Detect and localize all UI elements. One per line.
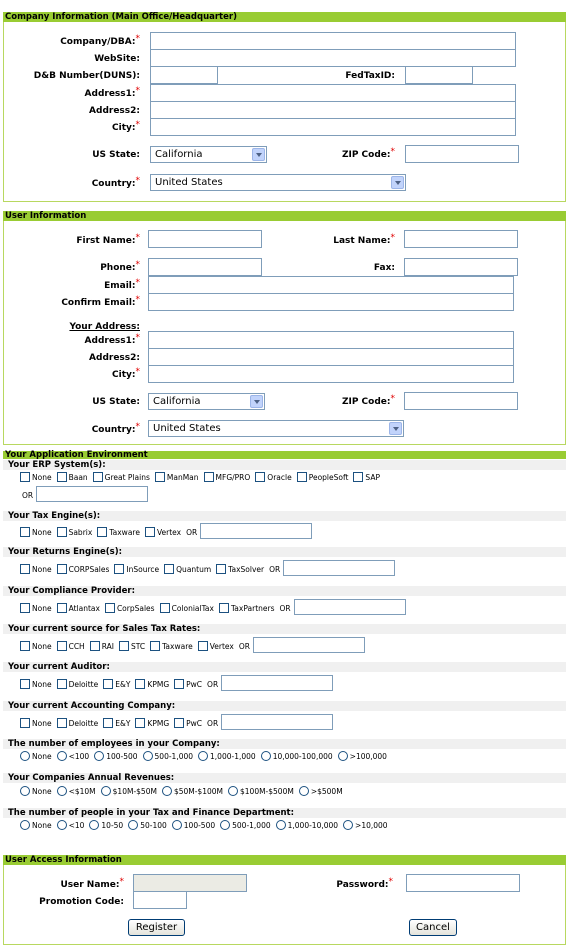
accounting-option-label: KPMG — [147, 719, 170, 728]
people-option-label: 100-500 — [183, 821, 216, 830]
erp-other-input[interactable] — [36, 486, 148, 502]
or-label: OR — [22, 491, 34, 500]
returns-option[interactable] — [20, 564, 52, 574]
compliance-option-label: CorpSales — [116, 604, 155, 613]
erp-title — [8, 460, 106, 470]
radio-button[interactable] — [143, 751, 153, 761]
user-address2-input[interactable] — [148, 348, 514, 366]
returns-other-input[interactable] — [283, 560, 395, 576]
radio-button[interactable] — [228, 786, 238, 796]
rates-option[interactable] — [150, 641, 193, 651]
employees-option-label: >100,000 — [349, 752, 387, 761]
revenues-option[interactable] — [20, 786, 52, 796]
promo-code-input[interactable] — [133, 891, 187, 909]
compliance-option[interactable] — [160, 603, 214, 613]
rates-option-label: Taxware — [162, 642, 193, 651]
employees-option-label: None — [32, 752, 52, 761]
accounting-other-input[interactable] — [221, 714, 333, 730]
employees-option-label: 500-1,000 — [154, 752, 194, 761]
radio-button[interactable] — [94, 751, 104, 761]
radio-button[interactable] — [101, 786, 111, 796]
rates-title — [8, 624, 200, 634]
auditor-option[interactable] — [174, 679, 202, 689]
radio-button[interactable] — [172, 820, 182, 830]
erp-option-label: SAP — [365, 473, 380, 482]
compliance-option-label: ColonialTax — [171, 604, 214, 613]
duns-label: D&B Number(DUNS): — [33, 71, 140, 81]
user-zip-input[interactable] — [404, 392, 518, 410]
people-option[interactable] — [57, 820, 85, 830]
rates-option-label: None — [32, 642, 52, 651]
or-label: OR — [269, 565, 281, 574]
radio-button[interactable] — [20, 820, 30, 830]
company-address1-input[interactable] — [150, 84, 516, 102]
first-name-input[interactable] — [148, 230, 262, 248]
password-input[interactable] — [406, 874, 520, 892]
register-button[interactable]: Register — [128, 919, 185, 936]
company-city-label: City:* — [112, 120, 140, 133]
rates-other-input[interactable] — [253, 637, 365, 653]
erp-option-label: MFG/PRO — [215, 473, 251, 482]
rates-options — [20, 637, 365, 653]
promo-code-label: Promotion Code: — [39, 897, 124, 907]
auditor-option-label: KPMG — [147, 680, 170, 689]
checkbox[interactable] — [145, 527, 155, 537]
returns-option-label: TaxSolver — [228, 565, 265, 574]
erp-option[interactable] — [20, 472, 52, 482]
radio-button[interactable] — [128, 820, 138, 830]
revenues-option-label: None — [32, 787, 52, 796]
username-label: User Name:* — [60, 877, 124, 890]
returns-option[interactable] — [164, 564, 211, 574]
company-address2-input[interactable] — [150, 101, 516, 119]
tax-option[interactable] — [145, 527, 181, 537]
employees-option-label: <100 — [68, 752, 90, 761]
tax-other-input[interactable] — [200, 523, 312, 539]
rates-option-label: Vertex — [209, 642, 234, 651]
or-label: OR — [207, 680, 219, 689]
radio-button[interactable] — [57, 786, 67, 796]
returns-title-text: Your Returns Engine(s): — [8, 547, 123, 557]
people-option[interactable] — [172, 820, 215, 830]
radio-button[interactable] — [20, 786, 30, 796]
returns-other — [269, 560, 395, 576]
user-section-header: User Information — [3, 211, 566, 221]
compliance-other-input[interactable] — [294, 599, 406, 615]
checkbox[interactable] — [103, 718, 113, 728]
tax-option-label: Vertex — [156, 528, 182, 537]
env-section-header: Your Application Environment — [3, 451, 566, 459]
auditor-option[interactable] — [57, 679, 99, 689]
user-city-input[interactable] — [148, 365, 514, 383]
radio-button[interactable] — [198, 751, 208, 761]
cancel-button[interactable]: Cancel — [409, 919, 457, 936]
chevron-down-icon[interactable] — [389, 422, 402, 435]
erp-option-label: None — [32, 473, 52, 482]
radio-button[interactable] — [343, 820, 353, 830]
company-city-input[interactable] — [150, 118, 516, 136]
company-zip-label: ZIP Code:* — [341, 147, 395, 160]
auditor-option[interactable] — [20, 679, 52, 689]
tax-option[interactable] — [20, 527, 52, 537]
phone-input[interactable] — [148, 258, 262, 276]
revenues-option[interactable] — [162, 786, 223, 796]
checkbox[interactable] — [20, 641, 30, 651]
revenues-option-label: $100M-$500M — [240, 787, 294, 796]
returns-option-label: InSource — [126, 565, 160, 574]
auditor-option[interactable] — [103, 679, 130, 689]
tax-option-label: Sabrix — [68, 528, 93, 537]
checkbox[interactable] — [204, 472, 214, 482]
compliance-option-label: TaxPartners — [230, 604, 275, 613]
auditor-option-label: PwC — [186, 680, 203, 689]
compliance-title-text: Your Compliance Provider: — [8, 586, 135, 596]
people-option-label: <10 — [68, 821, 85, 830]
chevron-down-icon[interactable] — [391, 176, 404, 189]
accounting-title — [8, 701, 175, 711]
radio-button[interactable] — [57, 751, 67, 761]
checkbox[interactable] — [164, 564, 174, 574]
radio-button[interactable] — [89, 820, 99, 830]
checkbox[interactable] — [353, 472, 363, 482]
erp-option-label: Great Plains — [104, 473, 150, 482]
people-option[interactable] — [20, 820, 52, 830]
people-option-label: None — [32, 821, 52, 830]
checkbox[interactable] — [297, 472, 307, 482]
erp-option[interactable] — [93, 472, 150, 482]
returns-option-label: Quantum — [176, 565, 212, 574]
revenues-title — [8, 773, 174, 783]
returns-option-label: None — [32, 565, 52, 574]
people-option-label: 10-50 — [101, 821, 124, 830]
revenues-options — [20, 786, 348, 796]
rates-option[interactable] — [20, 641, 52, 651]
checkbox[interactable] — [174, 679, 184, 689]
people-option-label: >10,000 — [355, 821, 388, 830]
employees-title — [8, 739, 220, 749]
checkbox[interactable] — [57, 679, 67, 689]
checkbox[interactable] — [105, 603, 115, 613]
employees-option[interactable] — [143, 751, 194, 761]
erp-option-label: ManMan — [166, 473, 199, 482]
people-option[interactable] — [220, 820, 271, 830]
revenues-option-label: $50M-$100M — [173, 787, 223, 796]
checkbox[interactable] — [103, 679, 113, 689]
fedtax-input[interactable] — [405, 66, 473, 84]
tax-other — [186, 523, 312, 539]
erp-option[interactable] — [255, 472, 291, 482]
accounting-other — [207, 714, 333, 730]
auditor-title — [8, 662, 110, 672]
checkbox[interactable] — [20, 603, 30, 613]
user-city-label: City:* — [112, 367, 140, 380]
tax-option-label: Taxware — [109, 528, 140, 537]
first-name-label: First Name:* — [76, 233, 140, 246]
compliance-other — [280, 599, 406, 615]
returns-title — [8, 547, 122, 557]
email-input[interactable] — [148, 276, 514, 294]
compliance-title — [8, 586, 135, 596]
revenues-option-label: <$10M — [68, 787, 96, 796]
chevron-down-icon[interactable] — [252, 148, 265, 161]
company-zip-input[interactable] — [405, 145, 519, 163]
tax-options — [20, 523, 312, 539]
returns-options — [20, 560, 395, 576]
rates-option-label: RAI — [101, 642, 114, 651]
website-input[interactable] — [150, 49, 516, 67]
checkbox[interactable] — [135, 718, 145, 728]
erp-option[interactable] — [155, 472, 199, 482]
company-state-label: US State: — [92, 150, 140, 160]
radio-button[interactable] — [299, 786, 309, 796]
radio-button[interactable] — [162, 786, 172, 796]
tax-title — [8, 511, 100, 521]
user-country-label: Country:* — [91, 422, 140, 435]
checkbox[interactable] — [255, 472, 265, 482]
compliance-option[interactable] — [57, 603, 100, 613]
fax-label: Fax: — [373, 263, 395, 273]
accounting-option[interactable] — [174, 718, 202, 728]
user-state-select[interactable]: California — [148, 393, 265, 410]
employees-option[interactable] — [198, 751, 256, 761]
auditor-options — [20, 675, 333, 691]
rates-option-label: STC — [130, 642, 146, 651]
checkbox[interactable] — [135, 679, 145, 689]
revenues-option[interactable] — [228, 786, 294, 796]
returns-option[interactable] — [57, 564, 110, 574]
checkbox[interactable] — [90, 641, 100, 651]
people-option-label: 500-1,000 — [232, 821, 271, 830]
people-options — [20, 820, 393, 830]
employees-option[interactable] — [261, 751, 333, 761]
compliance-option[interactable] — [105, 603, 155, 613]
company-country-label: Country:* — [91, 176, 140, 189]
user-state-label: US State: — [92, 397, 140, 407]
people-option[interactable] — [89, 820, 123, 830]
accounting-option[interactable] — [20, 718, 52, 728]
auditor-other — [207, 675, 333, 691]
company-country-select[interactable]: United States — [150, 174, 406, 191]
auditor-option-label: E&Y — [115, 680, 131, 689]
website-label: WebSite: — [94, 54, 140, 64]
returns-option-label: CORPSales — [68, 565, 110, 574]
checkbox[interactable] — [114, 564, 124, 574]
radio-button[interactable] — [276, 820, 286, 830]
employees-option[interactable] — [94, 751, 137, 761]
phone-label: Phone:* — [100, 260, 140, 273]
erp-option[interactable] — [297, 472, 349, 482]
employees-option[interactable] — [20, 751, 52, 761]
rates-option[interactable] — [57, 641, 85, 651]
rates-option[interactable] — [198, 641, 234, 651]
compliance-option-label: Atlantax — [68, 604, 100, 613]
employees-option-label: 1,000-1,000 — [210, 752, 256, 761]
fax-input[interactable] — [404, 258, 518, 276]
erp-option-label: Baan — [68, 473, 88, 482]
erp-title-text: Your ERP System(s): — [8, 460, 106, 470]
erp-option-label: Oracle — [267, 473, 292, 482]
last-name-input[interactable] — [404, 230, 518, 248]
checkbox[interactable] — [198, 641, 208, 651]
checkbox[interactable] — [20, 472, 30, 482]
erp-options — [20, 472, 385, 482]
fedtax-label: FedTaxID: — [345, 71, 395, 81]
company-dba-label: Company/DBA:* — [60, 34, 140, 47]
checkbox[interactable] — [97, 527, 107, 537]
checkbox[interactable] — [119, 641, 129, 651]
accounting-option-label: Deloitte — [68, 719, 99, 728]
checkbox[interactable] — [216, 564, 226, 574]
company-address2-label: Address2: — [89, 106, 140, 116]
duns-input[interactable] — [150, 66, 218, 84]
revenues-option[interactable] — [299, 786, 343, 796]
or-label: OR — [279, 604, 291, 613]
last-name-label: Last Name:* — [333, 233, 395, 246]
user-zip-label: ZIP Code:* — [341, 394, 395, 407]
auditor-option-label: None — [32, 680, 52, 689]
user-address2-label: Address2: — [89, 353, 140, 363]
tax-option[interactable] — [97, 527, 140, 537]
people-title — [8, 808, 294, 818]
user-address1-label: Address1:* — [84, 333, 140, 346]
revenues-option-label: $10M-$50M — [112, 787, 157, 796]
tax-option-label: None — [32, 528, 52, 537]
people-option[interactable] — [128, 820, 167, 830]
company-address1-label: Address1:* — [84, 86, 140, 99]
username-input[interactable] — [133, 874, 247, 892]
or-label: OR — [186, 528, 198, 537]
tax-title-text: Your Tax Engine(s): — [8, 511, 101, 521]
checkbox[interactable] — [57, 603, 67, 613]
tax-option[interactable] — [57, 527, 93, 537]
auditor-option[interactable] — [135, 679, 169, 689]
rates-option-label: CCH — [68, 642, 85, 651]
password-label: Password:* — [336, 877, 393, 890]
accounting-option[interactable] — [57, 718, 99, 728]
accounting-option[interactable] — [103, 718, 130, 728]
returns-option[interactable] — [114, 564, 159, 574]
people-option[interactable] — [276, 820, 338, 830]
compliance-option[interactable] — [20, 603, 52, 613]
checkbox[interactable] — [20, 564, 30, 574]
chevron-down-icon[interactable] — [250, 395, 263, 408]
accounting-options — [20, 714, 333, 730]
checkbox[interactable] — [150, 641, 160, 651]
checkbox[interactable] — [20, 679, 30, 689]
returns-option[interactable] — [216, 564, 264, 574]
employees-option-label: 10,000-100,000 — [272, 752, 333, 761]
user-address1-input[interactable] — [148, 331, 514, 349]
revenues-title-text: Your Companies Annual Revenues: — [8, 773, 175, 783]
auditor-title-text: Your current Auditor: — [8, 662, 110, 672]
rates-other — [239, 637, 365, 653]
user-country-select[interactable]: United States — [148, 420, 404, 437]
accounting-option-label: None — [32, 719, 52, 728]
erp-option-label: PeopleSoft — [308, 473, 349, 482]
employees-title-text: The number of employees in your Company: — [8, 739, 220, 749]
accounting-option[interactable] — [135, 718, 169, 728]
checkbox[interactable] — [57, 472, 67, 482]
erp-option[interactable] — [204, 472, 251, 482]
company-dba-input[interactable] — [150, 32, 516, 50]
checkbox[interactable] — [174, 718, 184, 728]
rates-option[interactable] — [90, 641, 114, 651]
checkbox[interactable] — [20, 718, 30, 728]
checkbox[interactable] — [57, 718, 67, 728]
people-option-label: 50-100 — [140, 821, 167, 830]
radio-button[interactable] — [20, 751, 30, 761]
employees-option[interactable] — [338, 751, 387, 761]
checkbox[interactable] — [20, 527, 30, 537]
radio-button[interactable] — [220, 820, 230, 830]
auditor-other-input[interactable] — [221, 675, 333, 691]
revenues-option[interactable] — [101, 786, 157, 796]
people-title-text: The number of people in your Tax and Finance Department: — [8, 808, 295, 818]
confirm-email-label: Confirm Email:* — [61, 295, 140, 308]
people-option-label: 1,000-10,000 — [287, 821, 339, 830]
company-state-select[interactable]: California — [150, 146, 267, 163]
accounting-title-text: Your current Accounting Company: — [8, 701, 176, 711]
company-section-header: Company Information (Main Office/Headquarter) — [3, 12, 566, 22]
revenues-option-label: >$500M — [310, 787, 343, 796]
compliance-option-label: None — [32, 604, 52, 613]
accounting-option-label: E&Y — [115, 719, 131, 728]
employees-options — [20, 751, 392, 761]
employees-option[interactable] — [57, 751, 90, 761]
erp-option[interactable] — [353, 472, 380, 482]
radio-button[interactable] — [57, 820, 67, 830]
or-label: OR — [207, 719, 219, 728]
revenues-option[interactable] — [57, 786, 96, 796]
checkbox[interactable] — [57, 564, 67, 574]
employees-option-label: 100-500 — [106, 752, 138, 761]
auditor-option-label: Deloitte — [68, 680, 99, 689]
checkbox[interactable] — [160, 603, 170, 613]
confirm-email-input[interactable] — [148, 293, 514, 311]
checkbox[interactable] — [93, 472, 103, 482]
rates-title-text: Your current source for Sales Tax Rates: — [8, 624, 201, 634]
email-label: Email:* — [104, 278, 140, 291]
accounting-option-label: PwC — [186, 719, 203, 728]
or-label: OR — [238, 642, 250, 651]
your-address-label: Your Address: — [69, 322, 140, 332]
checkbox[interactable] — [57, 641, 67, 651]
compliance-option[interactable] — [219, 603, 275, 613]
access-section-header: User Access Information — [3, 855, 566, 865]
checkbox[interactable] — [57, 527, 67, 537]
erp-other — [22, 486, 148, 502]
rates-option[interactable] — [119, 641, 145, 651]
checkbox[interactable] — [219, 603, 229, 613]
people-option[interactable] — [343, 820, 388, 830]
radio-button[interactable] — [261, 751, 271, 761]
radio-button[interactable] — [338, 751, 348, 761]
checkbox[interactable] — [155, 472, 165, 482]
erp-option[interactable] — [57, 472, 88, 482]
compliance-options — [20, 599, 406, 615]
